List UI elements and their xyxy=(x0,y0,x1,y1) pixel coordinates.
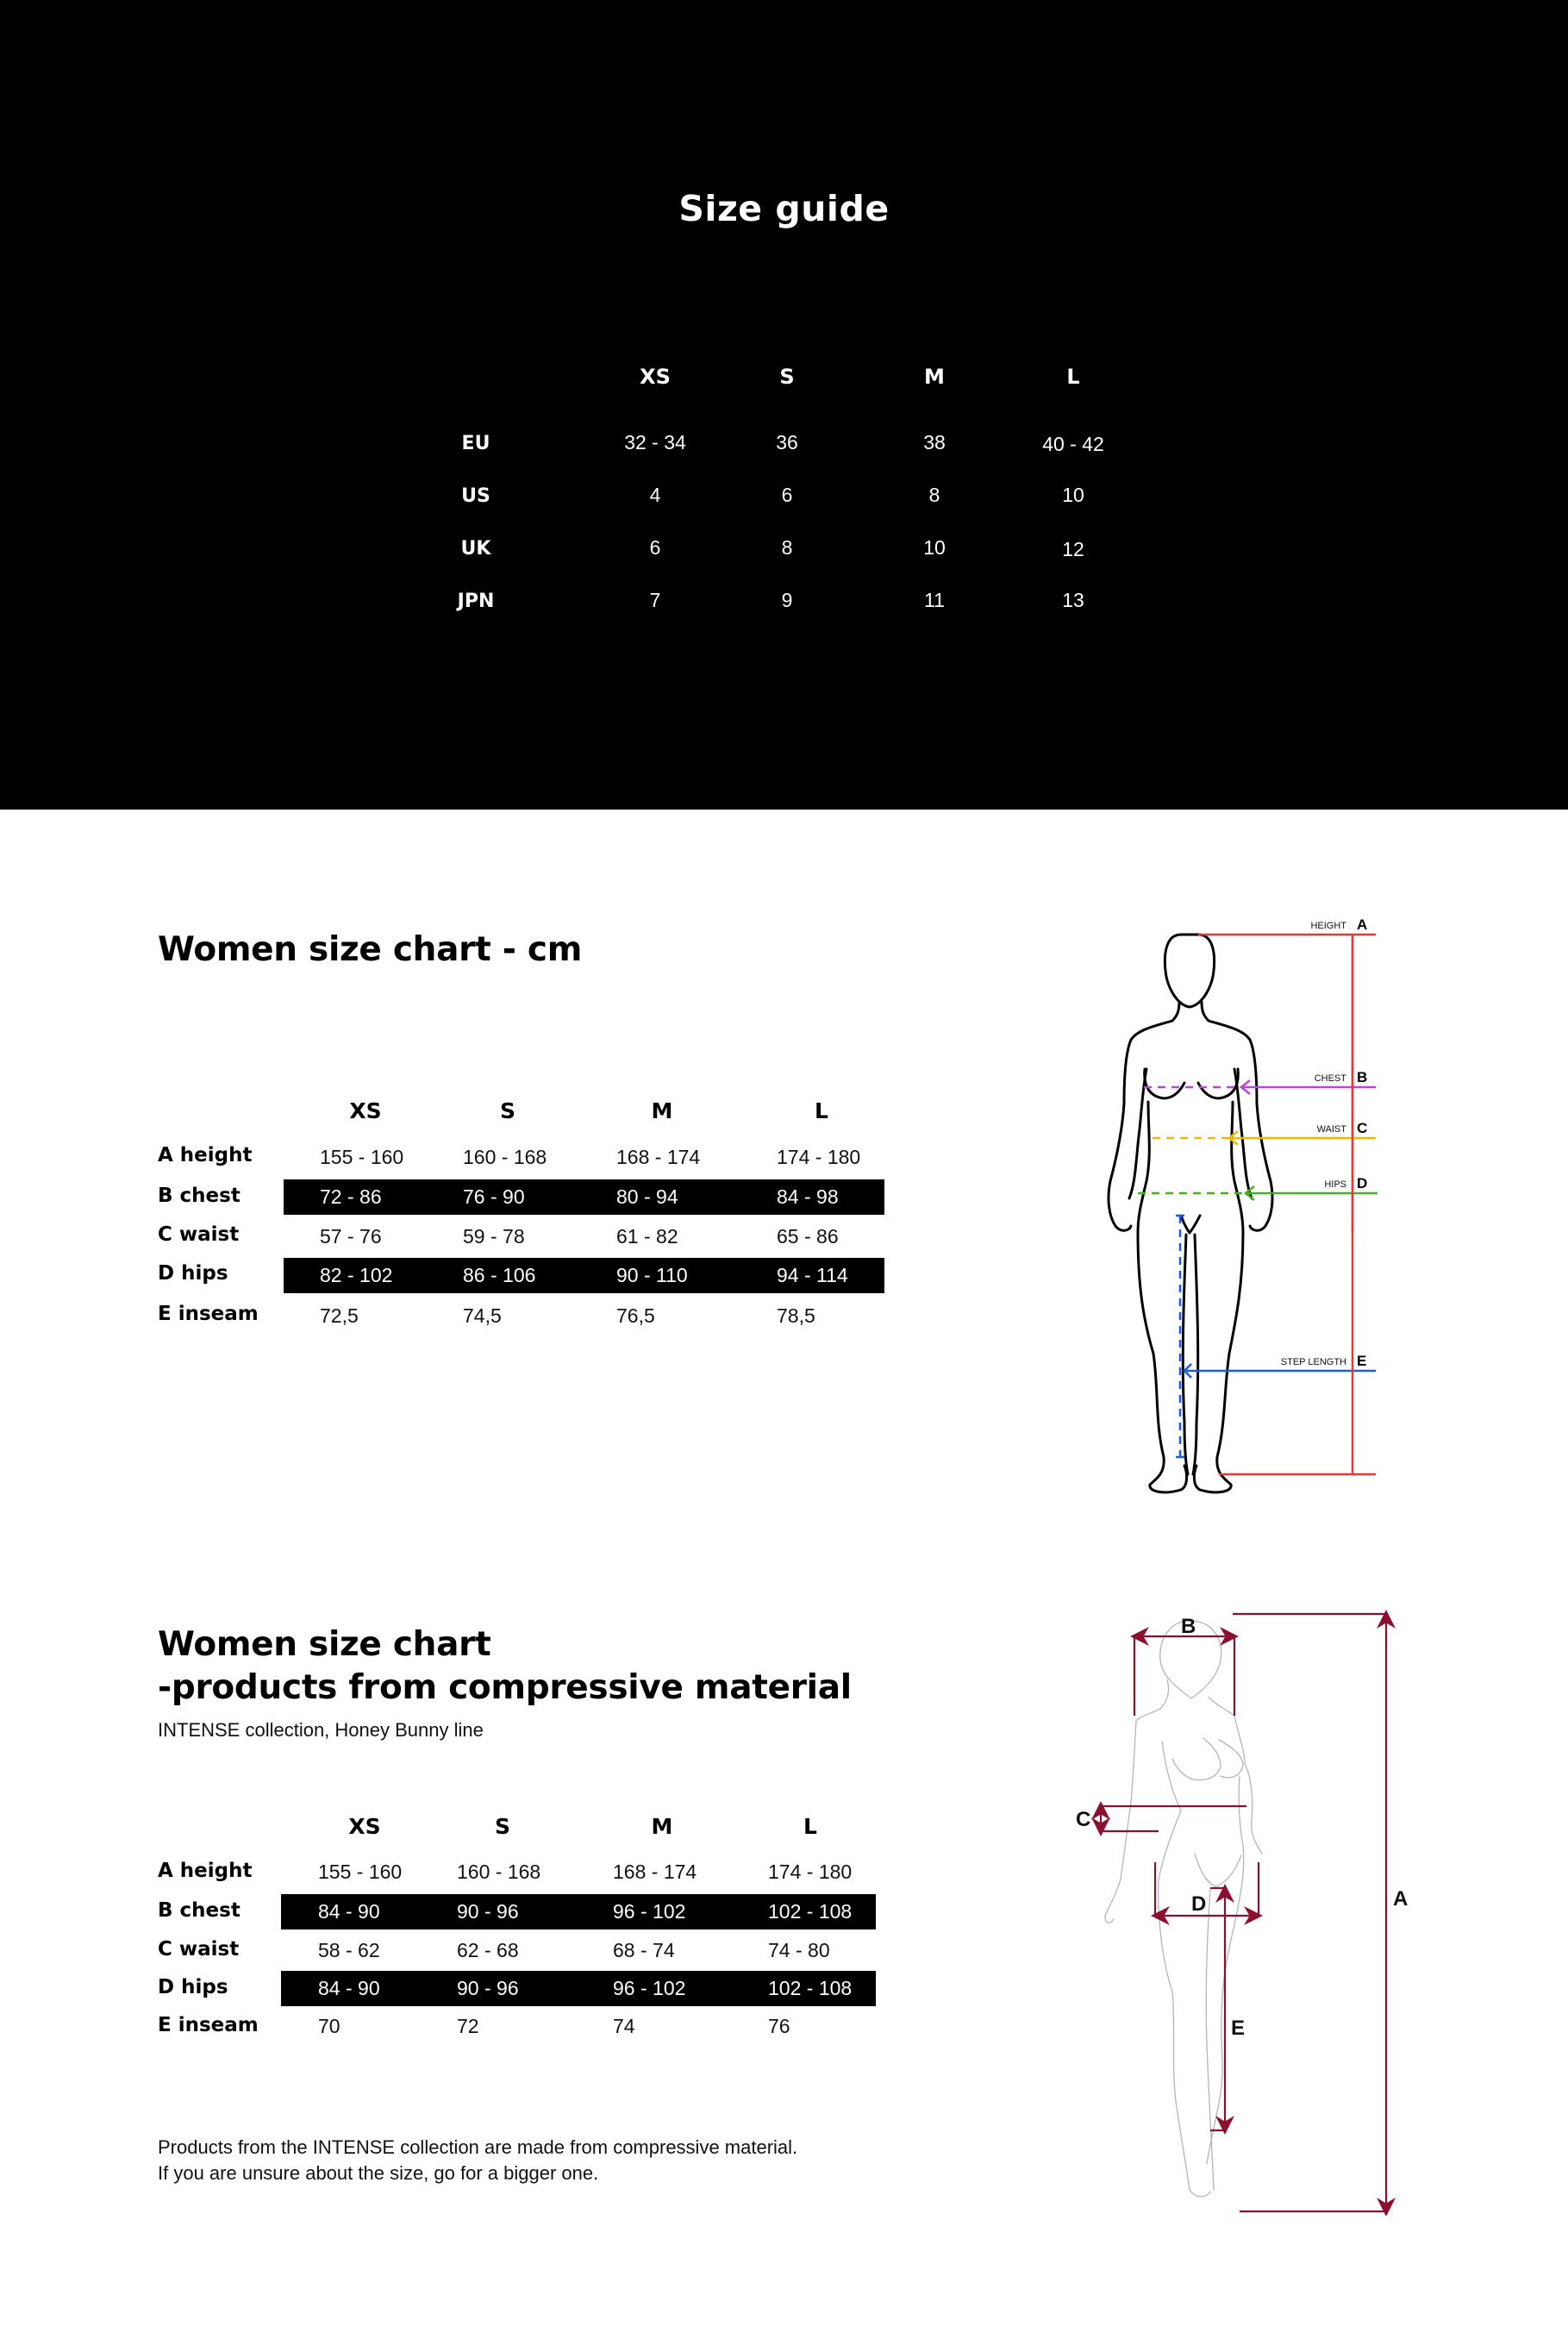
label-waist: WAIST xyxy=(1316,1124,1346,1135)
size-guide-banner xyxy=(0,0,1568,810)
sketch-letter-a: A xyxy=(1393,1887,1409,1911)
cm-size-header-m: M xyxy=(651,1098,673,1123)
comp-cell-waist-s: 62 - 68 xyxy=(457,1939,519,1961)
comp-cell-height-s: 160 - 168 xyxy=(457,1861,541,1883)
comp-row-label-waist: C waist xyxy=(158,1938,240,1961)
height-measure-line xyxy=(1198,935,1376,1233)
cell-eu-m: 38 xyxy=(923,431,946,453)
label-height: HEIGHT xyxy=(1310,921,1346,931)
comp-cell-chest-l: 102 - 108 xyxy=(768,1900,853,1923)
cell-eu-s: 36 xyxy=(776,431,798,453)
row-label-us: US xyxy=(461,485,490,507)
cm-cell-hips-s: 86 - 106 xyxy=(463,1264,536,1286)
comp-row-label-hips: D hips xyxy=(158,1976,228,1998)
size-header-s: S xyxy=(779,365,795,389)
measure-arrows xyxy=(1100,1614,1386,2211)
comp-cell-hips-m: 96 - 102 xyxy=(613,1977,686,1999)
cm-cell-height-xs: 155 - 160 xyxy=(320,1146,404,1168)
chart-compressive-title-line2: -products from compressive material xyxy=(158,1668,852,1707)
cm-cell-chest-l: 84 - 98 xyxy=(777,1185,839,1208)
comp-cell-height-xs: 155 - 160 xyxy=(318,1861,403,1883)
cm-cell-chest-xs: 72 - 86 xyxy=(320,1185,382,1208)
cell-jpn-s: 9 xyxy=(781,589,793,611)
comp-cell-inseam-xs: 70 xyxy=(318,2015,340,2037)
cm-cell-inseam-l: 78,5 xyxy=(777,1304,815,1327)
comp-cell-waist-xs: 58 - 62 xyxy=(318,1939,380,1961)
cm-row-label-inseam: E inseam xyxy=(158,1303,259,1325)
compressive-note-line2: If you are unsure about the size, go for a bigger one. xyxy=(158,2162,599,2184)
cm-cell-chest-s: 76 - 90 xyxy=(463,1185,525,1208)
cm-cell-hips-l: 94 - 114 xyxy=(777,1264,848,1286)
cm-row-label-hips: D hips xyxy=(158,1262,228,1285)
cm-cell-waist-xs: 57 - 76 xyxy=(320,1225,382,1248)
letter-d: D xyxy=(1357,1175,1368,1191)
cm-cell-height-l: 174 - 180 xyxy=(777,1146,861,1168)
comp-size-header-m: M xyxy=(651,1814,673,1839)
cell-uk-xs: 6 xyxy=(649,536,661,559)
cm-cell-inseam-m: 76,5 xyxy=(616,1304,655,1327)
cell-eu-xs: 32 - 34 xyxy=(624,431,686,453)
row-label-eu: EU xyxy=(461,433,490,454)
sketch-letter-c: C xyxy=(1076,1808,1091,1831)
cell-eu-l: 40 - 42 xyxy=(1042,433,1104,455)
comp-size-header-l: L xyxy=(803,1814,817,1839)
compressive-note-line1: Products from the INTENSE collection are made from compressive material. xyxy=(158,2136,798,2158)
comp-cell-height-m: 168 - 174 xyxy=(613,1861,697,1883)
letter-e: E xyxy=(1357,1353,1367,1369)
comp-row-label-chest: B chest xyxy=(158,1899,241,1922)
cm-cell-hips-xs: 82 - 102 xyxy=(320,1264,393,1286)
row-label-jpn: JPN xyxy=(457,591,495,612)
cell-uk-m: 10 xyxy=(923,536,946,559)
cell-uk-s: 8 xyxy=(781,536,793,559)
cm-size-header-s: S xyxy=(499,1098,516,1123)
comp-cell-height-l: 174 - 180 xyxy=(768,1861,853,1883)
comp-row-label-inseam: E inseam xyxy=(158,2014,259,2036)
comp-cell-chest-s: 90 - 96 xyxy=(457,1900,519,1923)
cm-cell-height-m: 168 - 174 xyxy=(616,1146,701,1168)
comp-cell-hips-l: 102 - 108 xyxy=(768,1977,853,1999)
comp-cell-inseam-l: 76 xyxy=(768,2015,790,2037)
cell-uk-l: 12 xyxy=(1062,538,1084,560)
step-length-measure-line xyxy=(1176,1216,1376,1457)
comp-cell-hips-xs: 84 - 90 xyxy=(318,1977,380,1999)
body-measurement-diagram-front xyxy=(1095,905,1388,1500)
cm-cell-waist-m: 61 - 82 xyxy=(616,1225,678,1248)
size-guide-title: Size guide xyxy=(678,188,890,229)
label-hips: HIPS xyxy=(1324,1179,1346,1190)
cm-size-header-xs: XS xyxy=(349,1098,382,1123)
row-label-uk: UK xyxy=(460,538,491,560)
comp-size-header-xs: XS xyxy=(348,1814,381,1839)
cell-jpn-xs: 7 xyxy=(649,589,661,611)
comp-cell-waist-l: 74 - 80 xyxy=(768,1939,830,1961)
cm-cell-waist-l: 65 - 86 xyxy=(777,1225,839,1248)
cm-row-label-waist: C waist xyxy=(158,1223,240,1246)
cm-row-label-height: A height xyxy=(158,1144,253,1166)
comp-cell-inseam-m: 74 xyxy=(613,2015,635,2037)
letter-c: C xyxy=(1357,1120,1368,1136)
sketch-letter-e: E xyxy=(1231,2017,1246,2040)
label-chest: CHEST xyxy=(1314,1073,1346,1084)
chart-compressive-title-line1: Women size chart xyxy=(158,1625,491,1664)
size-header-xs: XS xyxy=(640,365,671,389)
cell-us-l: 10 xyxy=(1062,484,1084,506)
cm-cell-inseam-xs: 72,5 xyxy=(320,1304,359,1327)
cm-cell-waist-s: 59 - 78 xyxy=(463,1225,525,1248)
label-step-length: STEP LENGTH xyxy=(1280,1357,1346,1367)
comp-cell-waist-m: 68 - 74 xyxy=(613,1939,675,1961)
cm-cell-hips-m: 90 - 110 xyxy=(616,1264,688,1286)
chart-compressive-subtitle: INTENSE collection, Honey Bunny line xyxy=(158,1719,484,1741)
cm-row-label-chest: B chest xyxy=(158,1185,241,1207)
cell-us-xs: 4 xyxy=(649,484,661,506)
comp-cell-inseam-s: 72 xyxy=(457,2015,479,2037)
cm-size-header-l: L xyxy=(815,1098,828,1123)
letter-a: A xyxy=(1357,916,1368,933)
cell-us-s: 6 xyxy=(781,484,793,506)
comp-row-label-height: A height xyxy=(158,1860,253,1882)
cell-jpn-m: 11 xyxy=(924,589,945,611)
body-measurement-diagram-sketch xyxy=(1052,1595,1414,2216)
female-sketch-figure-icon xyxy=(1105,1621,1262,2197)
size-header-l: L xyxy=(1066,365,1080,389)
comp-size-header-s: S xyxy=(494,1814,511,1839)
letter-b: B xyxy=(1357,1069,1368,1085)
sketch-letter-d: D xyxy=(1191,1892,1207,1916)
cell-jpn-l: 13 xyxy=(1062,589,1084,611)
size-header-m: M xyxy=(924,365,945,389)
cm-cell-chest-m: 80 - 94 xyxy=(616,1185,678,1208)
cm-cell-height-s: 160 - 168 xyxy=(463,1146,547,1168)
female-figure-outline-icon xyxy=(1109,935,1272,1492)
cell-us-m: 8 xyxy=(928,484,940,506)
comp-cell-chest-xs: 84 - 90 xyxy=(318,1900,380,1923)
comp-cell-chest-m: 96 - 102 xyxy=(613,1900,686,1923)
sketch-letter-b: B xyxy=(1181,1615,1196,1638)
cm-cell-inseam-s: 74,5 xyxy=(463,1304,502,1327)
comp-cell-hips-s: 90 - 96 xyxy=(457,1977,519,1999)
chart-cm-title: Women size chart - cm xyxy=(158,930,583,969)
